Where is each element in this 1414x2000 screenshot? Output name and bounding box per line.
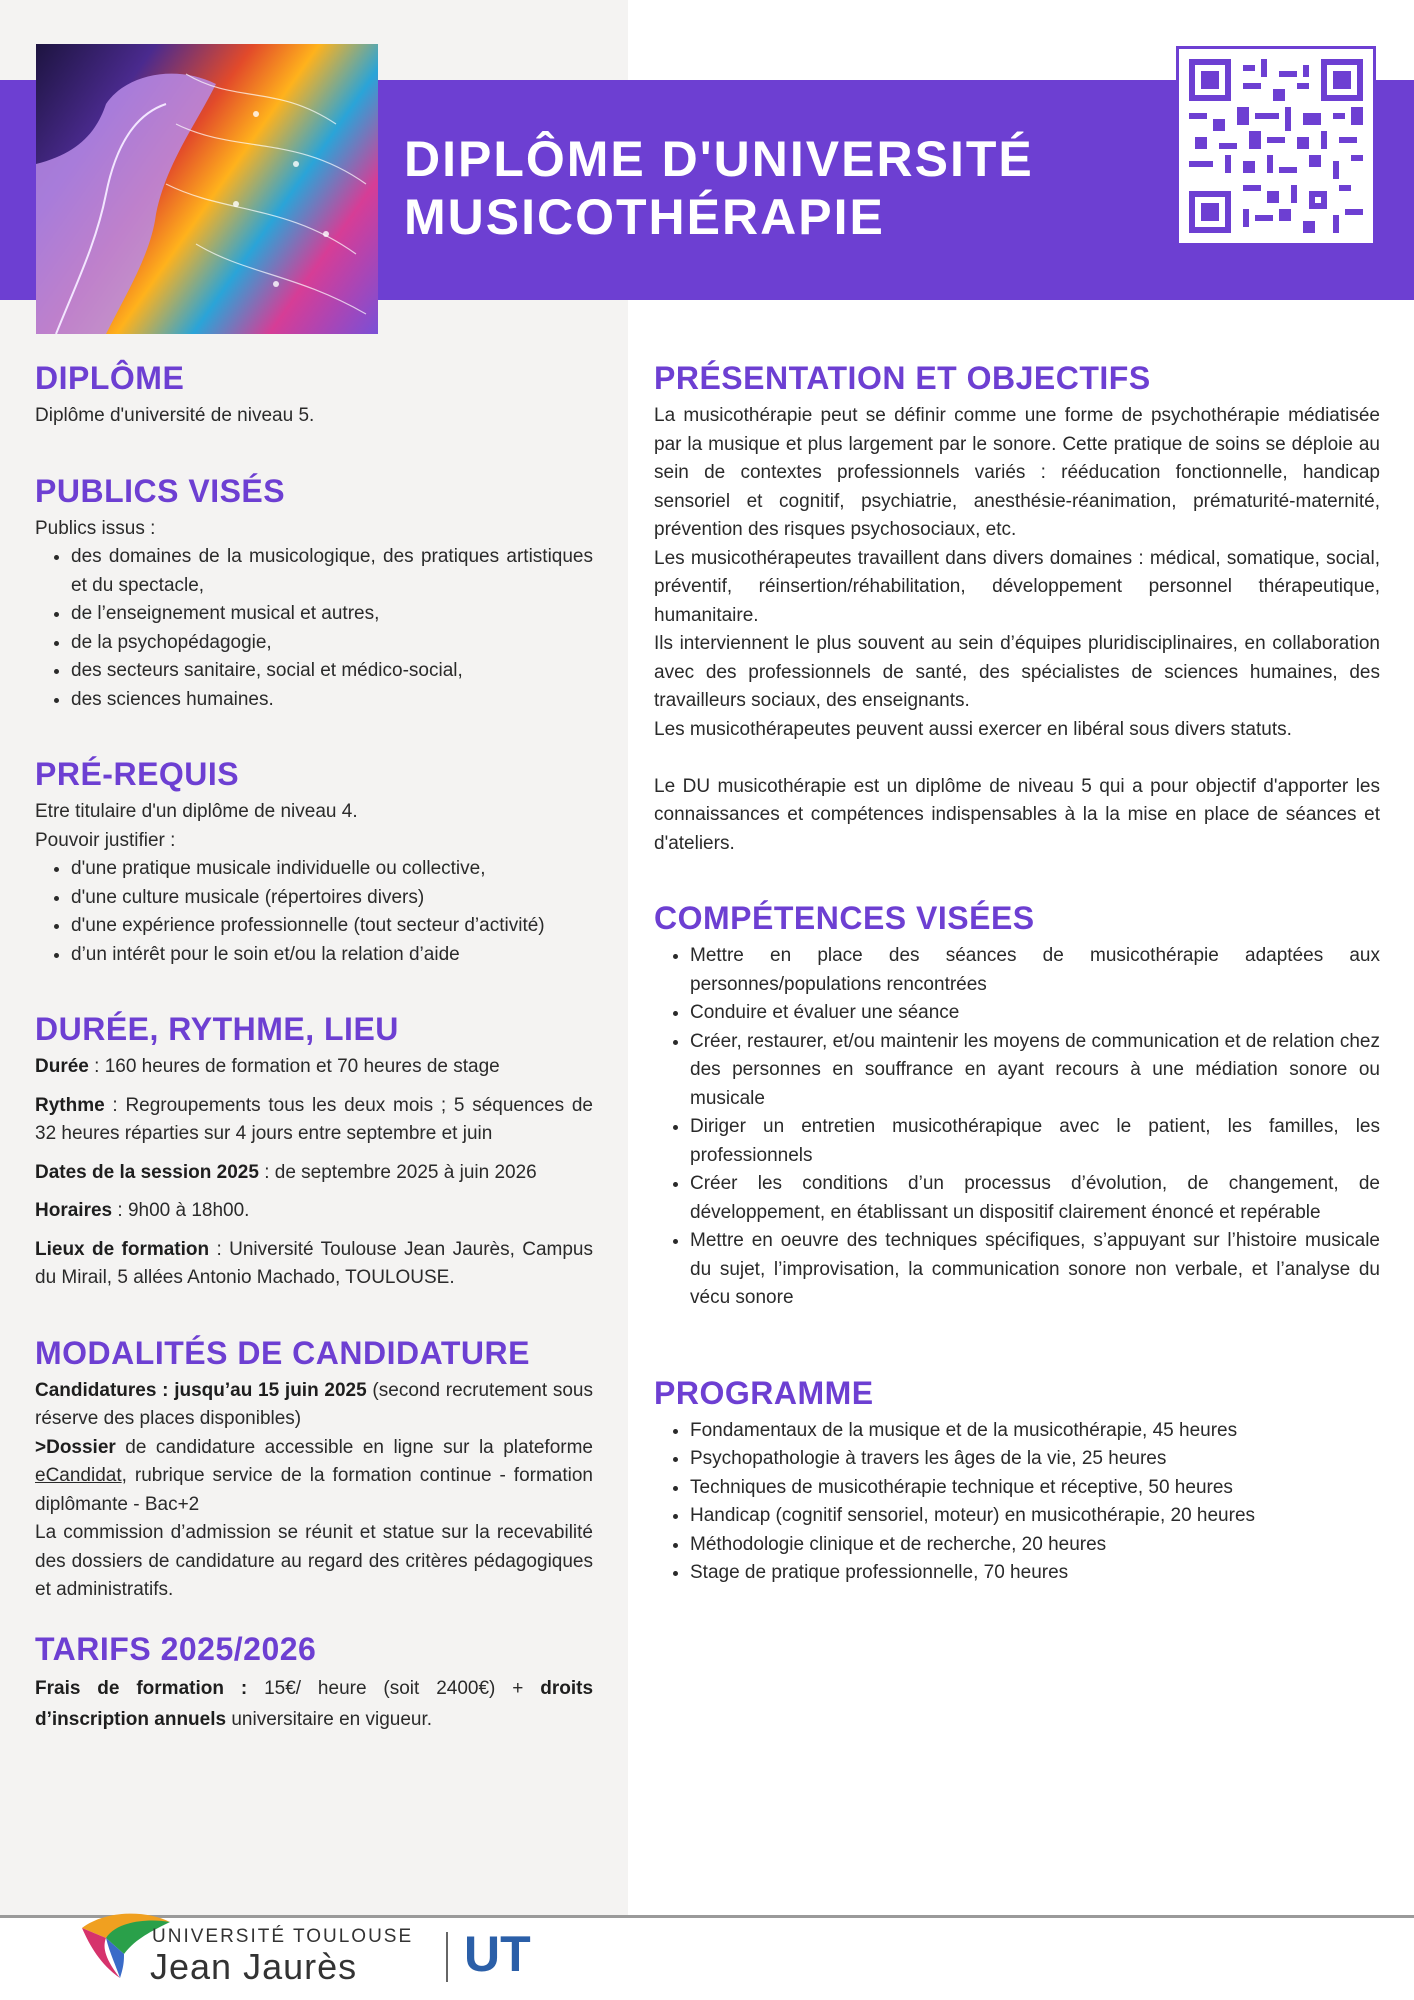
qr-code-icon xyxy=(1189,59,1363,233)
candidature-value: (second recrutement sous réserve des places disponibles) xyxy=(35,1379,593,1429)
dossier-line xyxy=(35,1434,593,1520)
list-item: • Psychopathologie à travers les âges de la vie, 25 heures xyxy=(690,1445,1380,1474)
tarifs-text xyxy=(35,1673,593,1735)
section-heading: COMPÉTENCES VISÉES xyxy=(654,900,1035,936)
presentation-paragraph: Les musicothérapeutes peuvent aussi exercer en libéral sous divers statuts. xyxy=(654,718,1292,740)
rythme-line xyxy=(35,1092,593,1149)
ecandidat-link[interactable]: eCandidat xyxy=(35,1465,122,1486)
qr-code[interactable] xyxy=(1176,46,1376,246)
section-heading: MODALITÉS DE CANDIDATURE xyxy=(35,1334,530,1371)
list-item: • Handicap (cognitif sensoriel, moteur) en musicothérapie, 20 heures xyxy=(690,1502,1380,1531)
rythme-label: Rythme xyxy=(35,1094,105,1116)
presentation-paragraph: Les musicothérapeutes travaillent dans divers domaines : médical, somatique, social, préventif, réinsertion/réhabilitation, développement personnel thérapeutique, humanitaire. xyxy=(654,547,1380,626)
list-item: • de l’enseignement musical et autres, xyxy=(71,600,593,629)
section-tarifs xyxy=(35,1629,593,1735)
presentation-paragraph: Le DU musicothérapie est un diplôme de niveau 5 qui a pour objectif d'apporter les connaissances et compétences indispensables à la la mise en place de séances et d'ateliers. xyxy=(654,775,1380,854)
candidature-label: Candidatures : jusqu’au 15 juin 2025 xyxy=(35,1379,367,1401)
list-item: • Créer les conditions d’un processus d’évolution, de changement, de développement, en établissant un dispositif clairement énoncé et repérable xyxy=(690,1170,1380,1227)
dates-value: : de septembre 2025 à juin 2026 xyxy=(258,1161,537,1183)
list-item: • Stage de pratique professionnelle, 70 heures xyxy=(690,1559,1380,1588)
section-heading: TARIFS 2025/2026 xyxy=(35,1630,317,1667)
list-item: • Méthodologie clinique et de recherche, 20 heures xyxy=(690,1531,1380,1560)
publics-intro: Publics issus : xyxy=(35,517,156,539)
left-column xyxy=(35,358,593,1775)
list-item: • Mettre en oeuvre des techniques spécifiques, s’appuyant sur l’histoire musicale du sujet, l’improvisation, la communication sonore non verbale, et l’analyse du vécu sonore xyxy=(690,1227,1380,1313)
list-item: • des domaines de la musicologique, des pratiques artistiques et du spectacle, xyxy=(71,543,593,600)
rythme-value: : Regroupements tous les deux mois ; 5 séquences de 32 heures réparties sur 4 jours entre septembre et juin xyxy=(35,1094,593,1144)
prerequis-line2: Pouvoir justifier : xyxy=(35,829,176,851)
list-item: • d'une expérience professionnelle (tout secteur d’activité) xyxy=(71,912,593,941)
right-column xyxy=(654,358,1380,1628)
section-heading: DIPLÔME xyxy=(35,360,185,396)
horaires-value: : 9h00 à 18h00. xyxy=(112,1200,250,1221)
section-competences xyxy=(654,898,1380,1313)
dossier-value-1: de candidature accessible en ligne sur la plateforme xyxy=(115,1436,593,1458)
list-item: • Conduire et évaluer une séance xyxy=(690,999,1380,1028)
section-publics xyxy=(35,471,593,715)
section-prerequis xyxy=(35,754,593,969)
commission-text: La commission d’admission se réunit et statue sur la recevabilité des dossiers de candidature au regard des critères pédagogiques et administratifs. xyxy=(35,1522,593,1600)
page-title xyxy=(404,130,1104,246)
list-item: • de la psychopédagogie, xyxy=(71,629,593,658)
section-heading: PRÉSENTATION ET OBJECTIFS xyxy=(654,360,1151,396)
prerequis-list xyxy=(35,855,593,969)
competences-list xyxy=(654,942,1380,1313)
list-item: • des sciences humaines. xyxy=(71,686,593,715)
logo-university-label: UNIVERSITÉ TOULOUSE xyxy=(152,1926,414,1947)
publics-list xyxy=(35,543,593,714)
logo-separator xyxy=(446,1932,448,1982)
section-heading: PUBLICS VISÉS xyxy=(35,472,286,509)
list-item: • d'une culture musicale (répertoires divers) xyxy=(71,884,593,913)
footer-divider xyxy=(0,1915,1414,1918)
duree-value: : 160 heures de formation et 70 heures de stage xyxy=(88,1056,500,1077)
section-heading: PRÉ-REQUIS xyxy=(35,756,240,792)
programme-list xyxy=(654,1417,1380,1588)
list-item: • Créer, restaurer, et/ou maintenir les moyens de communication et de relation chez des personnes en souffrance en ayant recours à une médiation sonore ou musicale xyxy=(690,1028,1380,1114)
section-heading: DURÉE, RYTHME, LIEU xyxy=(35,1011,399,1047)
duree-label: Durée xyxy=(35,1056,89,1077)
frais-value: 15€/ heure (soit 2400€) + xyxy=(247,1677,541,1699)
list-item: • des secteurs sanitaire, social et médico-social, xyxy=(71,657,593,686)
dossier-value-2: , rubrique service de la formation continue - formation diplômante - Bac+2 xyxy=(35,1465,593,1515)
logo-university-name: Jean Jaurès xyxy=(150,1946,358,1987)
horaires-label: Horaires xyxy=(35,1200,113,1221)
horaires-line xyxy=(35,1197,593,1226)
section-duree xyxy=(35,1009,593,1293)
presentation-paragraph: Ils interviennent le plus souvent au sein d’équipes pluridisciplinaires, en collaboration avec des professionnels de santé, des spécialistes de sciences humaines, des travailleurs sociaux, des enseignants. xyxy=(654,633,1380,711)
droits-label: droits d’inscription annuels xyxy=(35,1677,594,1730)
lieux-value: : Université Toulouse Jean Jaurès, Campus du Mirail, 5 allées Antonio Machado, TOULOUSE. xyxy=(35,1238,593,1288)
section-presentation xyxy=(654,358,1380,858)
page-title-line2: MUSICOTHÉRAPIE xyxy=(404,189,885,245)
duree-line xyxy=(35,1053,593,1082)
frais-label: Frais de formation : xyxy=(35,1677,248,1699)
dates-label: Dates de la session 2025 xyxy=(35,1161,259,1183)
list-item: • Diriger un entretien musicothérapique avec le patient, les familles, les professionnels xyxy=(690,1113,1380,1170)
section-diplome xyxy=(35,358,593,431)
presentation-paragraph: La musicothérapie peut se définir comme une forme de psychothérapie médiatisée par la musique et plus largement par le sonore. Cette pratique de soins se déploie au sein de contextes professionnels variés : rééducation fonctionnelle, handicap sensoriel et cognitif, psychiatrie, anesthésie-réanimation, prématurité-maternité, prévention des risques psychosociaux, etc. xyxy=(654,405,1380,540)
candidature-deadline xyxy=(35,1377,593,1434)
dossier-label: >Dossier xyxy=(35,1436,116,1458)
section-heading: PROGRAMME xyxy=(654,1374,874,1411)
page-title-line1: DIPLÔME D'UNIVERSITÉ xyxy=(404,131,1034,187)
section-candidature xyxy=(35,1333,593,1605)
list-item: • Fondamentaux de la musique et de la musicothérapie, 45 heures xyxy=(690,1417,1380,1446)
list-item: • Techniques de musicothérapie technique et réceptive, 50 heures xyxy=(690,1474,1380,1503)
list-item: • Mettre en place des séances de musicothérapie adaptées aux personnes/populations rencontrées xyxy=(690,942,1380,999)
diplome-text: Diplôme d'université de niveau 5. xyxy=(35,405,315,426)
dates-line xyxy=(35,1159,593,1188)
ut-logo: UT xyxy=(464,1926,531,1982)
section-programme xyxy=(654,1373,1380,1588)
abstract-head-illustration xyxy=(36,44,378,334)
list-item: • d’un intérêt pour le soin et/ou la relation d’aide xyxy=(71,941,593,970)
lieux-label: Lieux de formation xyxy=(35,1238,210,1260)
droits-value: universitaire en vigueur. xyxy=(226,1708,433,1730)
lieux-line xyxy=(35,1236,593,1293)
prerequis-line1: Etre titulaire d'un diplôme de niveau 4. xyxy=(35,801,358,822)
list-item: • d'une pratique musicale individuelle ou collective, xyxy=(71,855,593,884)
hero-image xyxy=(36,44,378,334)
